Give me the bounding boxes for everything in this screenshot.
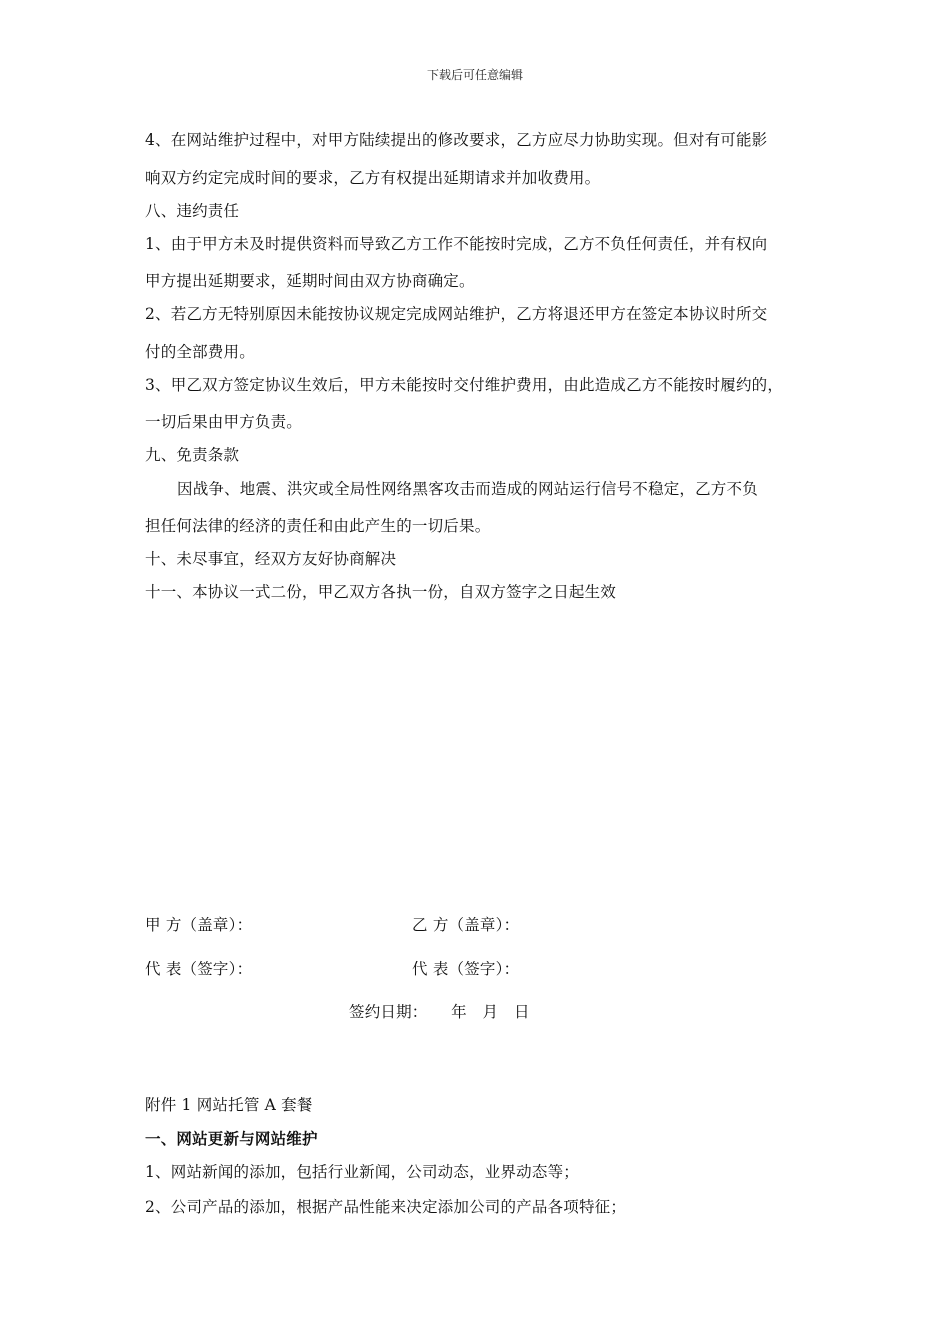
party-b-rep-label: 代 表（签字）：: [412, 960, 520, 978]
party-a-seal-label: 甲 方（盖章）：: [145, 916, 253, 934]
page-header: 下载后可任意编辑: [426, 68, 523, 82]
clause-line: 一切后果由甲方负责。: [145, 413, 303, 431]
clause-line: 响双方约定完成时间的要求，乙方有权提出延期请求并加收费用。: [145, 169, 601, 187]
appendix-item: 1、网站新闻的添加，包括行业新闻，公司动态，业界动态等；: [145, 1163, 579, 1181]
party-a-rep-label: 代 表（签字）：: [145, 960, 253, 978]
clause-line: 3、甲乙双方签定协议生效后，甲方未能按时交付维护费用，由此造成乙方不能按时履约的，: [145, 376, 784, 394]
appendix-section-heading: 一、网站更新与网站维护: [145, 1129, 318, 1148]
clause-line: 付的全部费用。: [145, 343, 255, 361]
appendix-item: 2、公司产品的添加，根据产品性能来决定添加公司的产品各项特征；: [145, 1198, 627, 1216]
section-heading: 十、未尽事宜，经双方友好协商解决: [145, 550, 397, 568]
clause-line: 甲方提出延期要求，延期时间由双方协商确定。: [145, 272, 475, 290]
clause-line: 2、若乙方无特别原因未能按协议规定完成网站维护，乙方将退还甲方在签定本协议时所交: [145, 305, 768, 323]
clause-line: 4、在网站维护过程中，对甲方陆续提出的修改要求，乙方应尽力协助实现。但对有可能影: [145, 131, 768, 149]
appendix-title: 附件 1 网站托管 A 套餐: [145, 1096, 313, 1114]
section-heading: 八、违约责任: [145, 202, 240, 220]
section-heading: 十一、本协议一式二份，甲乙双方各执一份，自双方签字之日起生效: [145, 583, 617, 601]
section-heading: 九、免责条款: [145, 446, 240, 464]
clause-line: 1、由于甲方未及时提供资料而导致乙方工作不能按时完成，乙方不负任何责任，并有权向: [145, 235, 768, 253]
clause-line: 因战争、地震、洪灾或全局性网络黑客攻击而造成的网站运行信号不稳定，乙方不负: [177, 480, 758, 498]
clause-line: 担任何法律的经济的责任和由此产生的一切后果。: [145, 517, 491, 535]
signing-date-label: 签约日期： 年 月 日: [349, 1003, 530, 1021]
party-b-seal-label: 乙 方（盖章）：: [412, 916, 520, 934]
